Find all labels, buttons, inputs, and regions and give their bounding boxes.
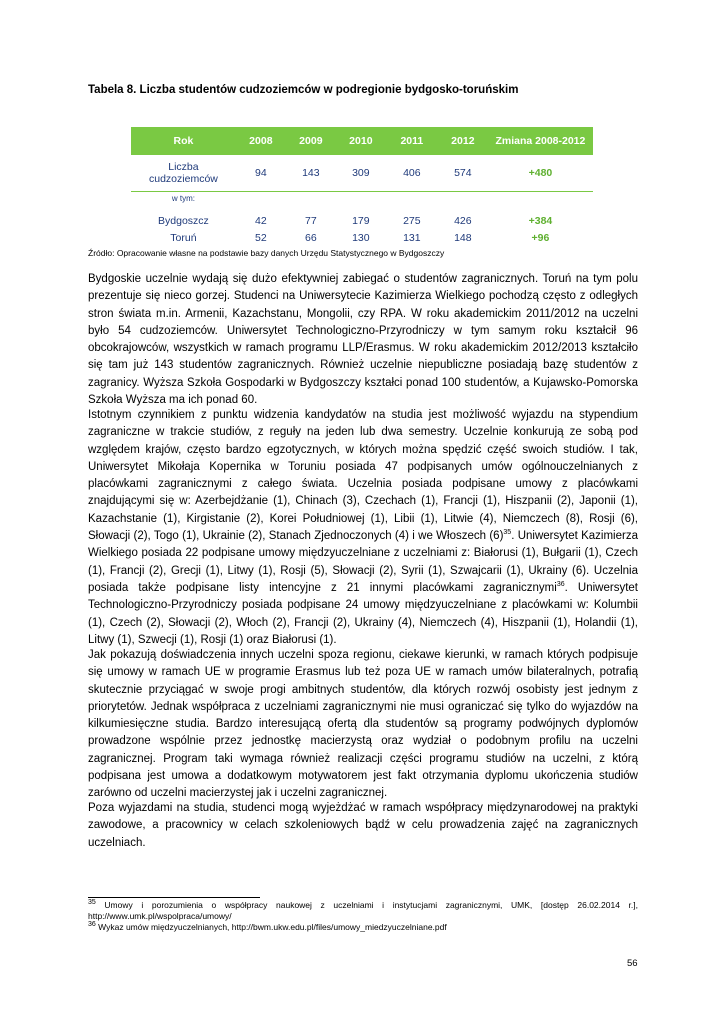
- header-cell: 2009: [286, 127, 336, 155]
- table-cell: 309: [336, 155, 386, 192]
- header-cell: 2012: [438, 127, 488, 155]
- table-row: [131, 212, 593, 229]
- change-cell: +96: [531, 231, 550, 244]
- paragraph-2-part-a: Istotnym czynnikiem z punktu widzenia kandydatów na studia jest możliwość wyjazdu na stypendium zagraniczne w trakcie studiów, z reguły na jeden lub dwa semestry. Uczelnie konkurują ze sobą pod względem krajów, często bardzo egzotycznych, w których można spędzić część swoich studiów. I tak, Uniwersytet Mikołaja Kopernika w Toruniu posiada 47 podpisanych umów ogólnouczelnianych z placówkami zagranicznymi z całego świata. Uczelnia posiada podpisane umowy z placówkami znajdującymi się w: Azerbejdżanie (1), Chinach (3), Czechach (1), Francji (1), Hiszpanii (2), Japonii (1), Kazachstanie (1), Kirgistanie (2), Korei Południowej (1), Libii (1), Litwie (4), Niemczech (8), Rosji (6), Słowacji (2), Togo (1), Ukrainie (2), Stanach Zjednoczonych (4) i we Włoszech (6): [88, 409, 638, 543]
- footnotes: [88, 900, 638, 933]
- footnote-36: [88, 922, 638, 933]
- footnote-text: Umowy i porozumienia o współpracy naukowej z uczelniami i instytucjami zagranicznymi, UMK, [dostęp 26.02.2014 r.], http://www.umk.pl/wspolpraca/umowy/: [88, 900, 638, 921]
- header-cell: 2011: [386, 127, 438, 155]
- table-cell: 574: [438, 155, 488, 192]
- header-cell: Rok: [131, 127, 236, 155]
- footnote-text: Wykaz umów międzyuczelnianych, http://bwm.ukw.edu.pl/files/umowy_miedzyuczelniane.pdf: [95, 922, 447, 932]
- table-row: [131, 192, 593, 213]
- table-cell: 42: [255, 214, 267, 227]
- row-label: Liczba cudzoziemców: [131, 155, 236, 192]
- footnote-number: 36: [88, 921, 96, 929]
- table-cell: 275: [403, 214, 421, 227]
- paragraph-2-part-b: . Uniwersytet Kazimierza Wielkiego posiada 22 podpisane umowy międzyuczelniane z uczelniami z: Białorusi (1), Bułgarii (1), Czech (1), Francji (2), Grecji (1), Litwy (1), Rosji (5), Słowacji (2), Syrii (1), Szwajcarii (1), Ukrainy (6). Uczelnia posiada także podpisane listy intencyjne z 21 innymi placówkami zagranicznymi: [88, 530, 638, 594]
- table-cell: 148: [454, 231, 472, 244]
- footnote-35: [88, 900, 638, 922]
- paragraph-4: Poza wyjazdami na studia, studenci mogą wyjeżdżać w ramach współpracy międzynarodowej na praktyki zawodowe, a pracownicy w celach szkoleniowych bądź w celu prowadzenia zajęć na zagranicznych uczelniach.: [88, 802, 638, 849]
- table-cell: 179: [352, 214, 370, 227]
- table-cell: 406: [386, 155, 438, 192]
- table-cell: 143: [286, 155, 336, 192]
- table-cell: 52: [255, 231, 267, 244]
- paragraph-3: Jak pokazują doświadczenia innych uczelni spoza regionu, ciekawe kierunki, w ramach których podpisuje się umowy w ramach UE w programie Erasmus lub też poza UE w ramach umów bilateralnych, potrafią skutecznie przyciągać w swoje progi ambitnych studentów, dla których rozwój osobisty jest jednym z priorytetów. Jednak współpraca z uczelniami zagranicznymi nie musi ograniczać się tylko do wyjazdów na kilkumiesięczne studia. Bardzo interesującą ofertą dla studentów są programy podwójnych dyplomów prowadzone wspólnie przez jednostkę macierzystą oraz wydział o podobnym profilu na uczelni zagranicznej. Program taki wymaga również realizacji części programu studiów na uczelni, z którą podpisana jest umowa a dodatkowym motywatorem jest fakt otrzymania dyplomu ukończenia studiów zarówno od uczelni macierzystej jak i uczelni zagranicznej.: [88, 649, 638, 800]
- row-label: Bydgoszcz: [158, 214, 209, 227]
- students-table: [131, 127, 593, 246]
- change-cell: +384: [528, 214, 553, 227]
- table-cell: 426: [454, 214, 472, 227]
- table-row: [131, 155, 593, 192]
- footnote-ref-36: 36: [556, 581, 565, 589]
- header-cell: 2010: [336, 127, 386, 155]
- table-cell: 131: [403, 231, 421, 244]
- row-label: Toruń: [170, 231, 197, 244]
- table-cell: 130: [352, 231, 370, 244]
- table-source: Źródło: Opracowanie własne na podstawie bazy danych Urzędu Statystycznego w Bydgoszczy: [88, 248, 445, 258]
- change-cell: +480: [488, 155, 593, 192]
- page-number: 56: [627, 958, 638, 969]
- footnote-ref-35: 35: [503, 529, 512, 537]
- table-row: [131, 229, 593, 246]
- table-title: Tabela 8. Liczba studentów cudzoziemców w podregionie bydgosko-toruńskim: [88, 84, 519, 96]
- footnote-divider: [88, 897, 260, 898]
- row-label: w tym:: [171, 194, 195, 203]
- header-cell: 2008: [236, 127, 286, 155]
- header-cell: Zmiana 2008-2012: [488, 127, 593, 155]
- paragraph-2-part-c: . Uniwersytet Technologiczno-Przyrodniczy posiada podpisane 24 umowy międzyuczelniane z placówkami w: Kolumbii (1), Czech (2), Słowacji (2), Włoch (2), Francji (2), Ukrainy (4), Niemczech (4), Hiszpanii (1), Holandii (1), Litwy (1), Szwecji (1), Rosji (1) oraz Białorusi (1).: [88, 581, 638, 646]
- table-cell: 77: [305, 214, 317, 227]
- table-cell: 94: [236, 155, 286, 192]
- paragraph-1: Bydgoskie uczelnie wydają się dużo efektywniej zabiegać o studentów zagranicznych. Toruń na tym polu prezentuje się nieco gorzej. Studenci na Uniwersytecie Kazimierza Wielkiego pochodzą często z odległych stron świata m.in. Armenii, Kazachstanu, Mongolii, czy RPA. W roku akademickim 2011/2012 na uczelni było 54 cudzoziemców. Uniwersytet Technologiczno-Przyrodniczy w tym samym roku kształcił 96 obcokrajowców, wszystkich w ramach programu LLP/Erasmus. W roku akademickim 2012/2013 kształciło się tam już 143 studentów zagranicznych. Również uczelnie niepubliczne posiadają bazę studentów z zagranicy. Wyższa Szkoła Gospodarki w Bydgoszczy kształci ponad 100 studentów, a Kujawsko-Pomorska Szkoła Wyższa ma ich ponad 60.: [88, 273, 638, 407]
- paragraph-2: [88, 407, 638, 649]
- table-header-row: [131, 127, 593, 155]
- table-cell: 66: [305, 231, 317, 244]
- footnote-number: 35: [88, 899, 96, 907]
